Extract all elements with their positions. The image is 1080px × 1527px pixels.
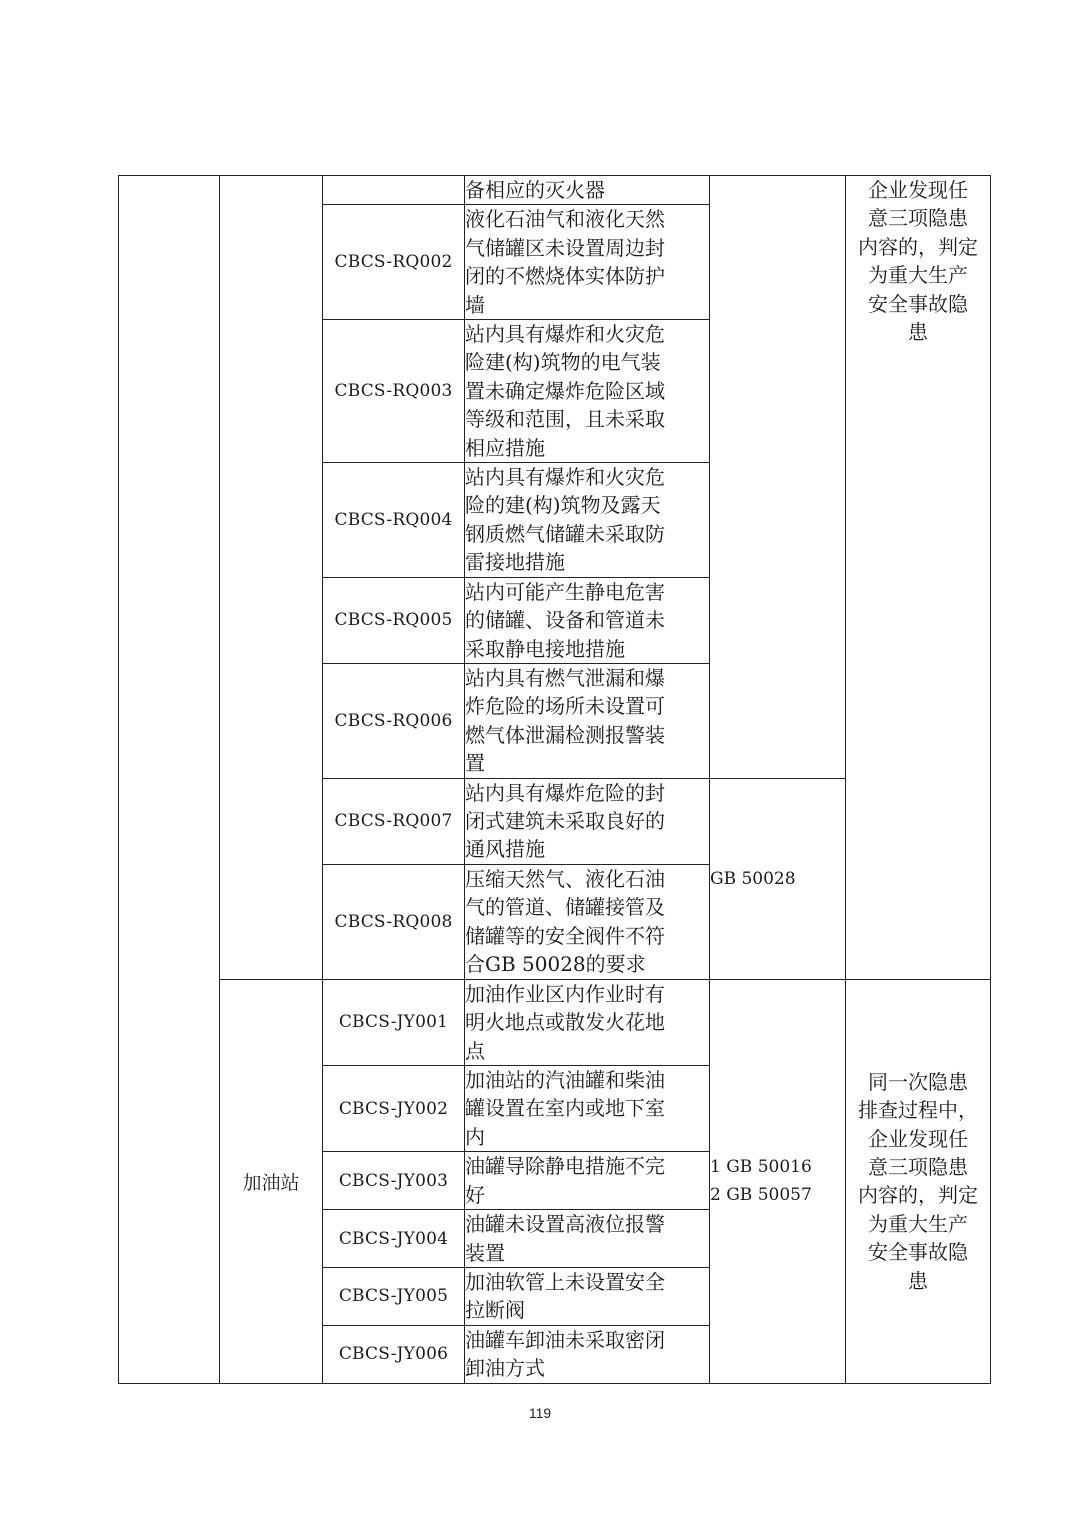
code-cell: CBCS-RQ007 [323, 778, 465, 864]
hazard-table [118, 175, 991, 1384]
description-line: 站内具有爆炸和火灾危 [465, 322, 665, 347]
judgement-line: 为重大生产 [868, 263, 968, 288]
description-line: 站内具有爆炸和火灾危 [465, 465, 665, 490]
code-cell: CBCS-JY002 [323, 1065, 465, 1151]
description-line: 好 [465, 1182, 485, 1207]
code-cell: CBCS-JY006 [323, 1325, 465, 1383]
description-line: 内 [465, 1124, 485, 1149]
description-line: 站内具有爆炸危险的封 [465, 780, 665, 805]
description-line: 采取静电接地措施 [465, 636, 625, 661]
description-line: 闭的不燃烧体实体防护 [465, 264, 665, 289]
code-cell: CBCS-RQ006 [323, 663, 465, 778]
description-line: 置未确定爆炸危险区域 [465, 378, 665, 403]
description-cell [465, 1325, 710, 1383]
code-cell: CBCS-JY003 [323, 1152, 465, 1210]
judgement-cell-gas [846, 176, 991, 980]
judgement-line: 排查过程中， [858, 1098, 978, 1123]
judgement-line: 安全事故隐 [868, 291, 968, 316]
category-cell-fuel-station: 加油站 [220, 979, 323, 1383]
description-line: 加油站的汽油罐和柴油 [465, 1067, 665, 1092]
judgement-line: 内容的，判定 [858, 234, 978, 259]
description-line: 置 [465, 751, 485, 776]
judgement-line: 患 [908, 320, 928, 345]
description-line: 拉断阀 [465, 1298, 525, 1323]
description-line: 闭式建筑未采取良好的 [465, 808, 665, 833]
code-cell: CBCS-RQ002 [323, 205, 465, 320]
description-line: 油罐未设置高液位报警 [465, 1212, 665, 1237]
description-line: 压缩天然气、液化石油 [465, 866, 665, 891]
description-cell [465, 463, 710, 578]
judgement-line: 企业发现任 [868, 1126, 968, 1151]
judgement-line: 企业发现任 [868, 178, 968, 202]
description-cell [465, 1268, 710, 1326]
description-line: 站内可能产生静电危害 [465, 579, 665, 604]
description-line: 通风措施 [465, 837, 545, 862]
description-line: 雷接地措施 [465, 550, 565, 575]
code-cell: CBCS-RQ008 [323, 864, 465, 979]
judgement-line: 同一次隐患 [868, 1069, 968, 1094]
judgement-line: 意三项隐患 [868, 1154, 968, 1179]
description-line: 加油作业区内作业时有 [465, 981, 665, 1006]
description-line: 墙 [465, 292, 485, 317]
description-cell [465, 663, 710, 778]
description-line: 装置 [465, 1240, 505, 1265]
description-line: 险建(构)筑物的电气装 [465, 350, 661, 375]
standard-cell-empty [710, 176, 846, 779]
description-line: 加油软管上未设置安全 [465, 1270, 665, 1294]
description-line: 燃气体泄漏检测报警装 [465, 722, 665, 747]
code-cell: CBCS-JY004 [323, 1210, 465, 1268]
description-line: 钢质燃气储罐未采取防 [465, 521, 665, 546]
description-line: 等级和范围，且未采取 [465, 407, 665, 432]
description-line: 炸危险的场所未设置可 [465, 694, 665, 719]
code-cell: CBCS-JY001 [323, 979, 465, 1065]
description-cell [465, 864, 710, 979]
description-line: 明火地点或散发火花地 [465, 1010, 665, 1035]
standard-cell-gas [710, 778, 846, 979]
description-cell [465, 979, 710, 1065]
description-line: 险的建(构)筑物及露天 [465, 493, 661, 518]
judgement-line: 安全事故隐 [868, 1240, 968, 1265]
standard-line: 2 GB 50057 [710, 1185, 812, 1206]
description-cell [465, 176, 710, 205]
judgement-cell-fuel [846, 979, 991, 1383]
description-line: 站内具有燃气泄漏和爆 [465, 665, 665, 690]
description-line: 点 [465, 1038, 485, 1063]
code-cell: CBCS-RQ005 [323, 577, 465, 663]
description-line: 合GB 50028的要求 [465, 952, 646, 977]
description-line: 液化石油气和液化天然 [465, 207, 665, 232]
description-line: 油罐车卸油未采取密闭 [465, 1327, 665, 1352]
judgement-line: 为重大生产 [868, 1211, 968, 1236]
code-cell: CBCS-RQ004 [323, 463, 465, 578]
judgement-line: 患 [908, 1268, 928, 1293]
description-line: 气储罐区未设置周边封 [465, 235, 665, 260]
description-cell [465, 1152, 710, 1210]
description-line: 的储罐、设备和管道未 [465, 608, 665, 633]
page-number: 119 [528, 1405, 552, 1421]
table-row [119, 176, 991, 205]
description-line: 卸油方式 [465, 1356, 545, 1381]
description-cell [465, 205, 710, 320]
description-cell [465, 778, 710, 864]
standard-cell-fuel [710, 979, 846, 1383]
description-cell [465, 320, 710, 463]
description-cell [465, 1065, 710, 1151]
description-line: 相应措施 [465, 435, 545, 460]
code-cell [323, 176, 465, 205]
table-row [119, 979, 991, 1065]
description-line: 气的管道、储罐接管及 [465, 895, 665, 920]
blank-column-cell [119, 176, 220, 1384]
description-line: 罐设置在室内或地下室 [465, 1096, 665, 1121]
description-line: 储罐等的安全阀件不符 [465, 923, 665, 948]
description-cell [465, 1210, 710, 1268]
standard-line: 1 GB 50016 [710, 1157, 812, 1178]
description-line: 油罐导除静电措施不完 [465, 1154, 665, 1179]
judgement-line: 意三项隐患 [868, 206, 968, 231]
description-cell [465, 577, 710, 663]
description-line: 备相应的灭火器 [465, 178, 605, 202]
code-cell: CBCS-JY005 [323, 1268, 465, 1326]
category-cell-gas [220, 176, 323, 980]
standard-line: GB 50028 [710, 868, 796, 889]
code-cell: CBCS-RQ003 [323, 320, 465, 463]
judgement-line: 内容的，判定 [858, 1183, 978, 1208]
